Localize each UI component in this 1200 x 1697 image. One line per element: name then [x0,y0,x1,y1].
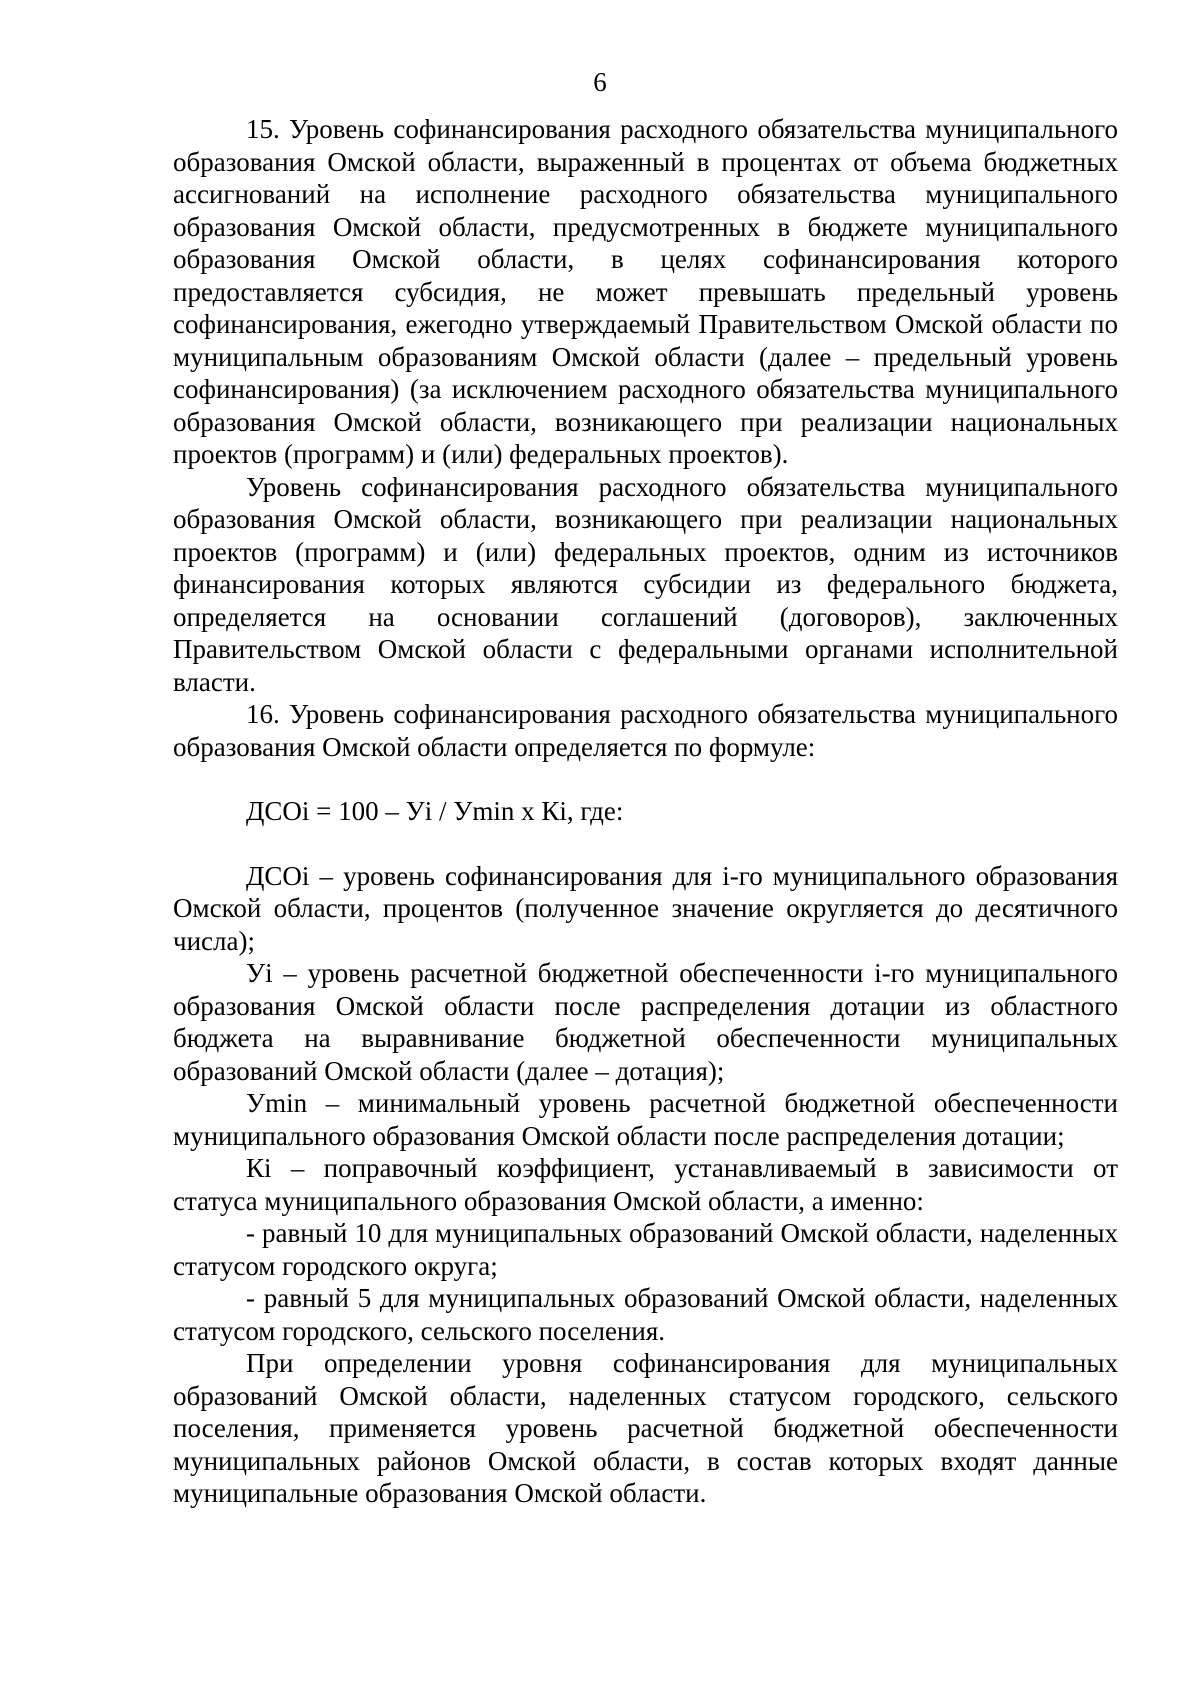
paragraph-settlement-rule: При определении уровня софинансирования для муниципальных образований Омской области, наделенных статусом городского, сельского поселения, применяется уровень расчетной бюджетной обеспеченности муниципальных районов Омской области, в состав которых входят данные муниципальные образования Омской области. [173,1348,1118,1508]
definition-ui: Уi – уровень расчетной бюджетной обеспеченности i-го муниципального образования Омской области после распределения дотации из областного бюджета на выравнивание бюджетной обеспеченности муниципальных образований Омской области (далее – дотация); [173,958,1118,1086]
formula: ДСОi = 100 – Уi / Уmin x Кi, где: [246,796,624,826]
page-number: 6 [593,67,607,97]
list-item-urban-district: - равный 10 для муниципальных образований Омской области, наделенных статусом городского округа; [173,1218,1118,1281]
definition-ki: Кi – поправочный коэффициент, устанавливаемый в зависимости от статуса муниципального образования Омской области, а именно: [173,1153,1118,1216]
definition-dsoi: ДСОi – уровень софинансирования для i-го муниципального образования Омской области, процентов (полученное значение округляется до десятичного числа); [173,860,1118,956]
list-item-settlement: - равный 5 для муниципальных образований Омской области, наделенных статусом городского, сельского поселения. [173,1283,1118,1346]
document-body [173,113,1118,1510]
paragraph-16: 16. Уровень софинансирования расходного обязательства муниципального образования Омской области определяется по формуле: [173,699,1118,762]
definition-umin: Уmin – минимальный уровень расчетной бюджетной обеспеченности муниципального образования Омской области после распределения дотации; [173,1088,1118,1151]
paragraph-cofinancing-national-projects: Уровень софинансирования расходного обязательства муниципального образования Омской области, возникающего при реализации национальных проектов (программ) и (или) федеральных проектов, одним из источников финансирования которых являются субсидии из федерального бюджета, определяется на основании соглашений (договоров), заключенных Правительством Омской области с федеральными органами исполнительной власти. [173,471,1118,697]
paragraph-15: 15. Уровень софинансирования расходного обязательства муниципального образования Омской области, выраженный в процентах от объема бюджетных ассигнований на исполнение расходного обязательства муниципального образования Омской области, предусмотренных в бюджете муниципального образования Омской области, в целях софинансирования которого предоставляется субсидия, не может превышать предельный уровень софинансирования, ежегодно утверждаемый Правительством Омской области по муниципальным образованиям Омской области (далее – предельный уровень софинансирования) (за исключением расходного обязательства муниципального образования Омской области, возникающего при реализации национальных проектов (программ) и (или) федеральных проектов). [173,114,1118,469]
